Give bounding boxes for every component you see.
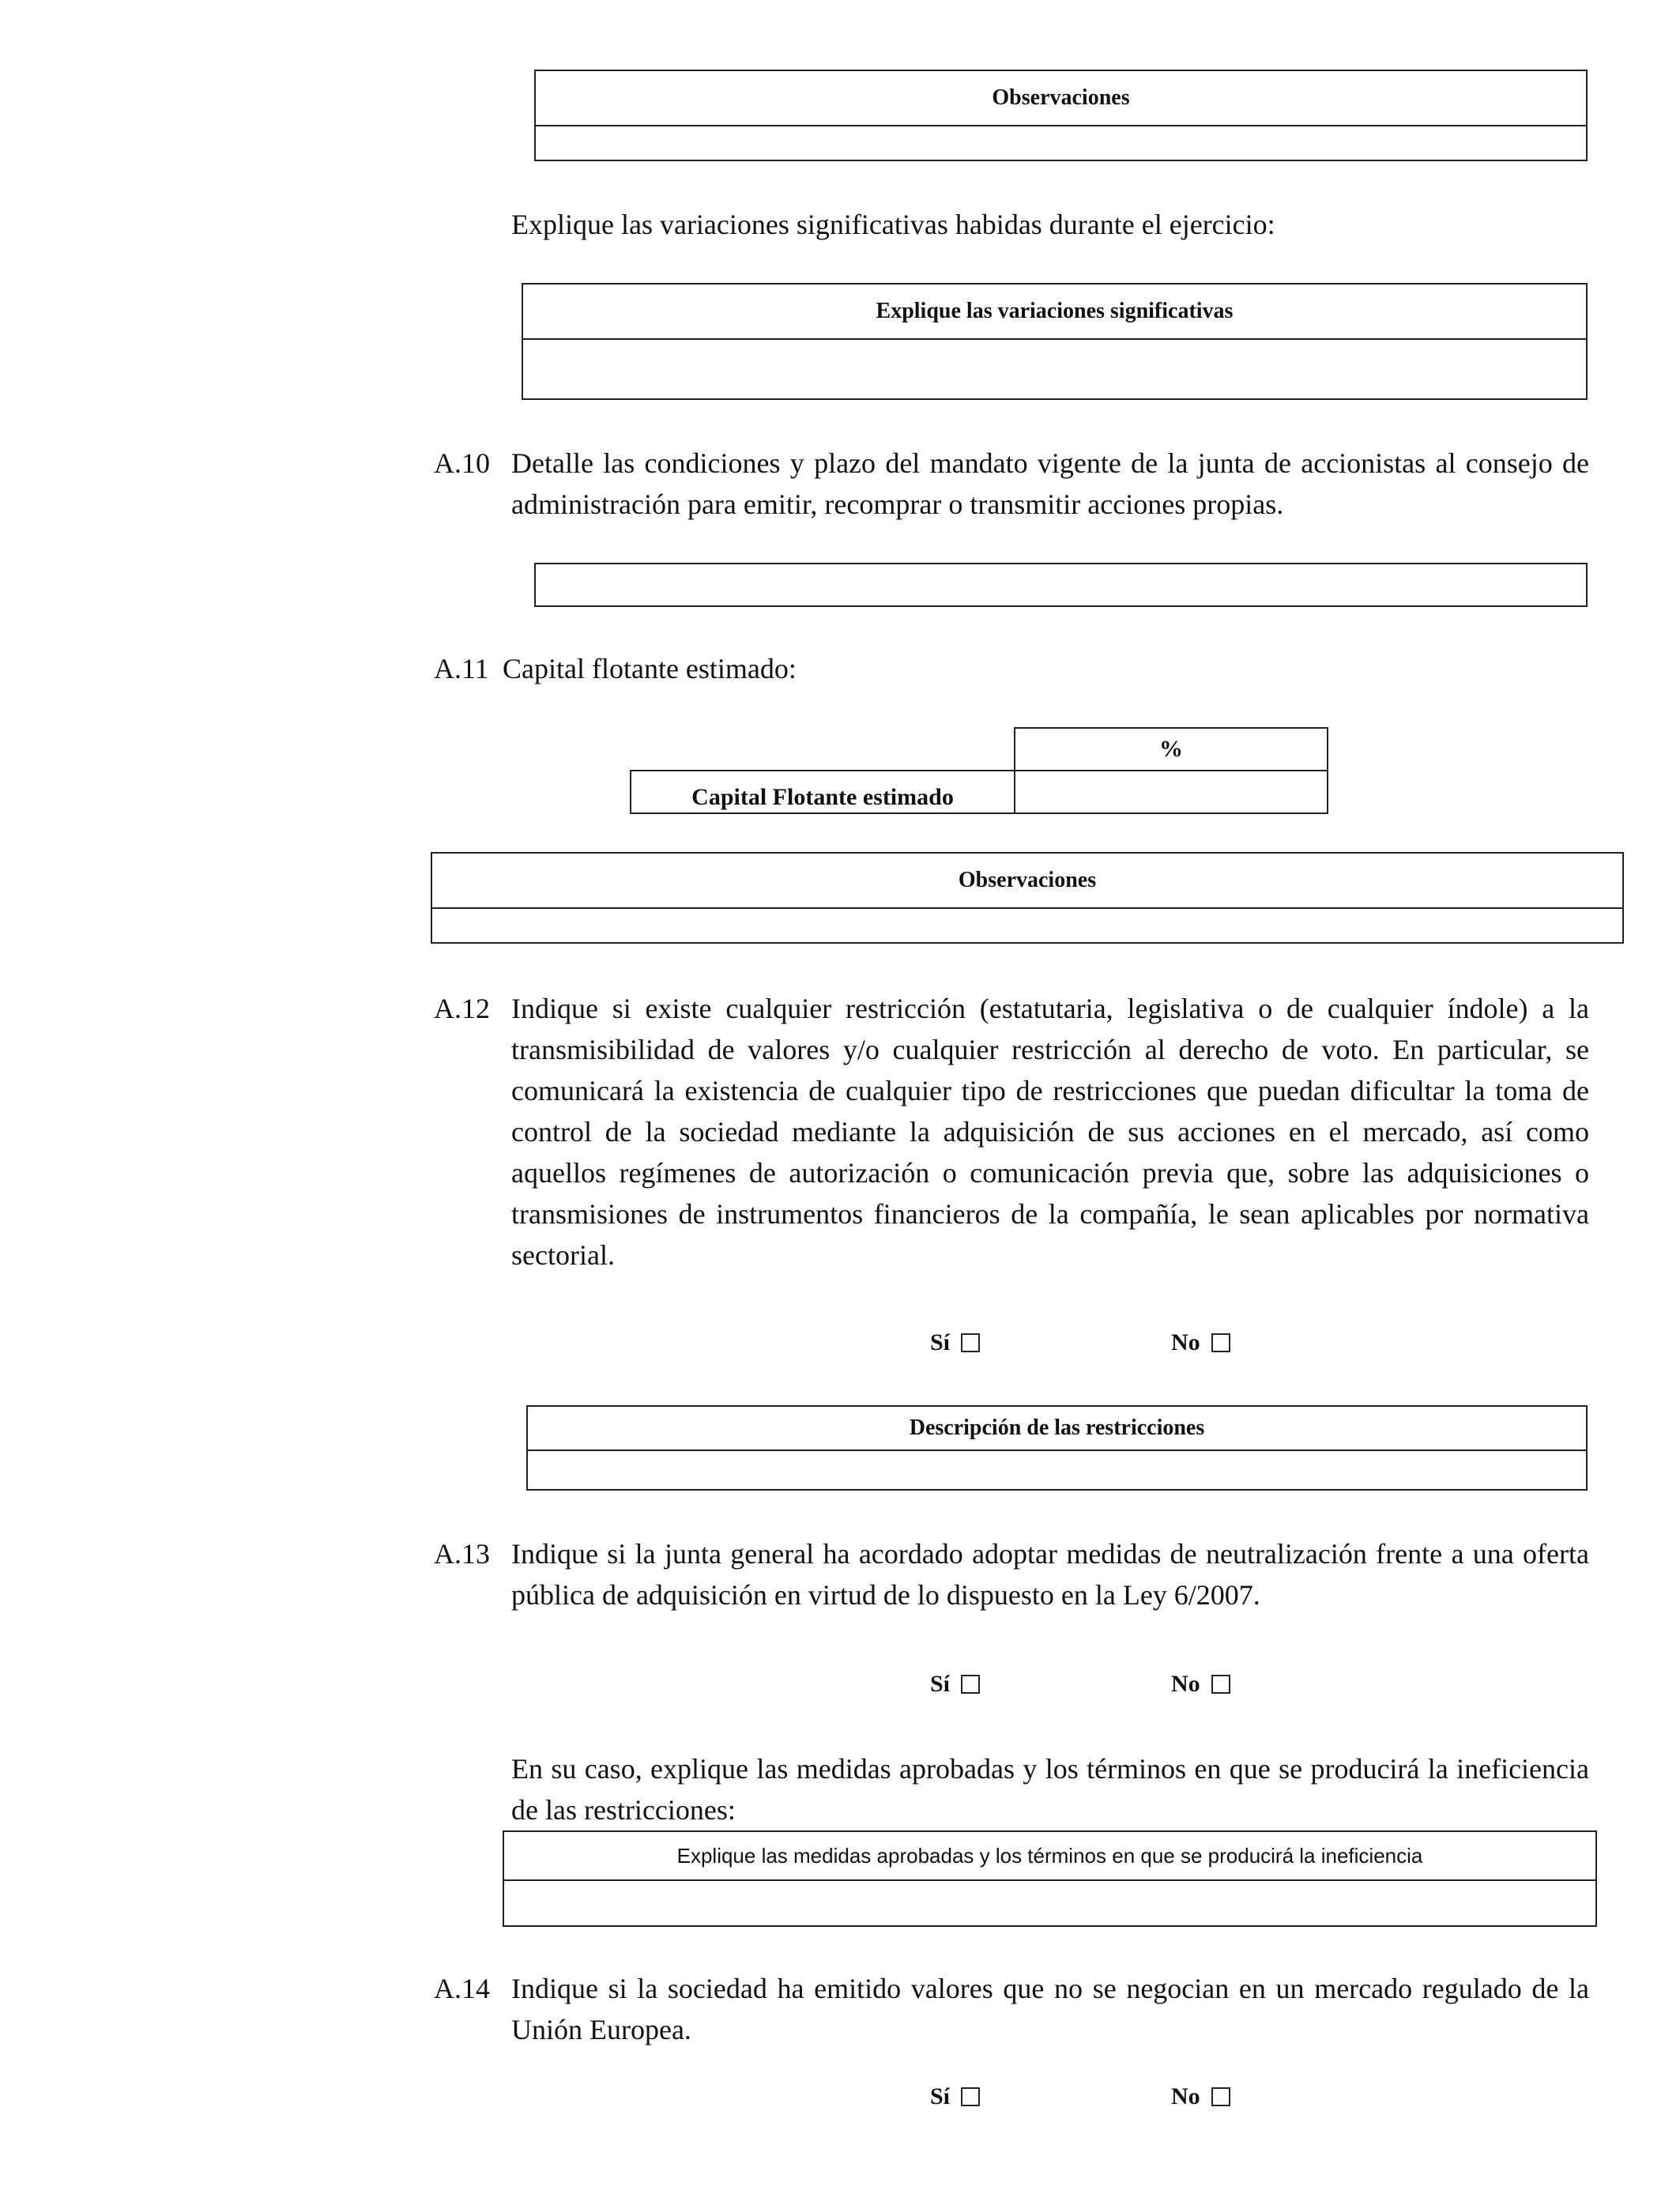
a14-no-checkbox[interactable] (1211, 2087, 1230, 2106)
a13-text: Indique si la junta general ha acordado adoptar medidas de neutralización frente a una oferta pública de adquisición en virtud de lo dispuesto en la Ley 6/2007. (511, 1538, 1589, 1611)
a14-number: A.14 (434, 1973, 490, 2004)
capital-flotante-label: Capital Flotante estimado (630, 770, 1015, 814)
medidas-header: Explique las medidas aprobadas y los términos en que se producirá la ineficiencia (504, 1832, 1595, 1881)
a14-text: Indique si la sociedad ha emitido valores que no se negocian en un mercado regulado de la Unión Europea. (511, 1973, 1589, 2045)
capital-flotante-value[interactable] (1014, 770, 1328, 814)
observaciones-field-2[interactable] (432, 909, 1622, 942)
a14-no-label: No (1171, 2083, 1200, 2109)
a12-no-option[interactable] (1171, 1329, 1230, 1356)
observaciones-field[interactable] (536, 126, 1586, 160)
a14-yes-checkbox[interactable] (961, 2087, 980, 2106)
variaciones-paragraph: Explique las variaciones significativas habidas durante el ejercicio: (511, 209, 1275, 240)
restricciones-field[interactable] (528, 1451, 1586, 1489)
a12-no-checkbox[interactable] (1211, 1333, 1230, 1352)
a10-answer-field[interactable] (534, 563, 1588, 607)
observaciones-table-1 (534, 70, 1588, 161)
variaciones-table (522, 283, 1588, 400)
a13-no-checkbox[interactable] (1211, 1675, 1230, 1694)
medidas-table (503, 1830, 1597, 1927)
medidas-field[interactable] (504, 1881, 1595, 1925)
observaciones-header-2: Observaciones (432, 854, 1622, 909)
a12-text: Indique si existe cualquier restricción (estatutaria, legislativa o de cualquier índole) a la transmisibilidad de valores y/o cualquier restricción al derecho de voto. En particular, se comunicará la existencia de cualquier tipo de restricciones que puedan dificultar la toma de control de la sociedad mediante la adquisición de sus acciones en el mercado, así como aquellos regímenes de autorización o comunicación previa que, sobre las adquisiciones o transmisiones de instrumentos financieros de la compañía, le sean aplicables por normativa sectorial. (511, 993, 1589, 1271)
a10-text: Detalle las condiciones y plazo del mandato vigente de la junta de accionistas al consejo de administración para emitir, recomprar o transmitir acciones propias. (511, 447, 1589, 520)
variaciones-header: Explique las variaciones significativas (523, 285, 1586, 340)
a13-no-option[interactable] (1171, 1671, 1230, 1698)
a13-no-label: No (1171, 1671, 1200, 1697)
a12-yes-checkbox[interactable] (961, 1333, 980, 1352)
a12-yes-label: Sí (930, 1329, 951, 1355)
a13-yes-checkbox[interactable] (961, 1675, 980, 1694)
a12-yes-option[interactable] (930, 1329, 980, 1356)
a14-yes-option[interactable] (930, 2083, 980, 2110)
a14-no-option[interactable] (1171, 2083, 1230, 2110)
restricciones-header: Descripción de las restricciones (528, 1407, 1586, 1451)
a10-number: A.10 (434, 447, 490, 479)
observaciones-table-2 (431, 852, 1624, 944)
a12-number: A.12 (434, 993, 490, 1024)
observaciones-header: Observaciones (536, 71, 1586, 126)
a13-number: A.13 (434, 1538, 490, 1570)
capital-percent-header: % (1014, 727, 1328, 771)
a11-number: A.11 (434, 653, 489, 684)
a13-yes-label: Sí (930, 1671, 951, 1697)
a12-no-label: No (1171, 1329, 1200, 1355)
a13-caso-paragraph: En su caso, explique las medidas aprobadas y los términos en que se producirá la ineficiencia de las restricciones: (511, 1753, 1589, 1826)
restricciones-table (526, 1405, 1588, 1491)
a14-yes-label: Sí (930, 2083, 951, 2109)
a11-text: Capital flotante estimado: (503, 653, 797, 684)
variaciones-field[interactable] (523, 340, 1586, 398)
a13-yes-option[interactable] (930, 1671, 980, 1698)
